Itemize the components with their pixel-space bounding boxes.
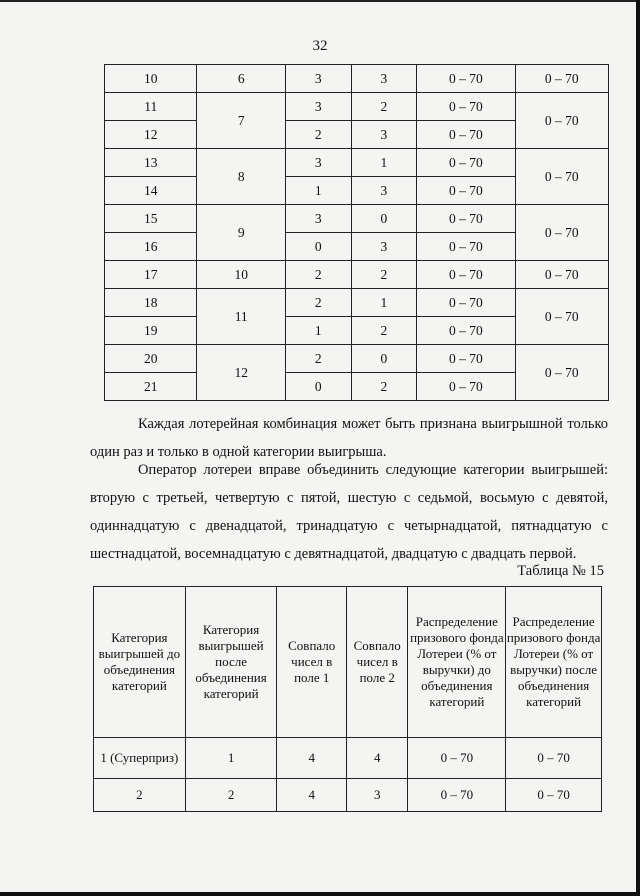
table-cell-field2: 3 bbox=[346, 779, 407, 812]
header-prize-before: Распределение призового фонда Лотереи (% от выручки) до объединения категорий bbox=[408, 587, 506, 738]
table-cell-merged-category: 9 bbox=[197, 205, 285, 261]
table-cell-field2: 0 bbox=[351, 205, 417, 233]
header-category-before: Категория выигрышей до объединения категорий bbox=[94, 587, 186, 738]
table-cell-field2: 2 bbox=[351, 93, 417, 121]
table-cell-prize-after: 0 – 70 bbox=[506, 779, 602, 812]
table-cell-prize-after: 0 – 70 bbox=[506, 738, 602, 779]
table-cell-field1: 3 bbox=[285, 65, 351, 93]
table-cell-category: 14 bbox=[105, 177, 197, 205]
table-cell-merged-category: 1 bbox=[185, 738, 277, 779]
table-cell-field1: 2 bbox=[285, 121, 351, 149]
table-cell-category: 18 bbox=[105, 289, 197, 317]
table-cell-prize-before: 0 – 70 bbox=[417, 149, 515, 177]
table-cell-field2: 2 bbox=[351, 261, 417, 289]
table-row bbox=[105, 65, 609, 93]
table-cell-category: 21 bbox=[105, 373, 197, 401]
table-cell-category: 20 bbox=[105, 345, 197, 373]
table-cell-field2: 2 bbox=[351, 373, 417, 401]
table-cell-merged-category: 7 bbox=[197, 93, 285, 149]
table-row bbox=[105, 345, 609, 373]
table-cell-prize-before: 0 – 70 bbox=[408, 738, 506, 779]
table-row bbox=[105, 93, 609, 121]
table-cell-merged-category: 12 bbox=[197, 345, 285, 401]
table-title: Таблица № 15 bbox=[517, 563, 604, 579]
text-line: вторую с третьей, четвертую с пятой, шестую с седьмой, восьмую с девятой, bbox=[90, 490, 608, 506]
table-cell-field2: 1 bbox=[351, 149, 417, 177]
table-cell-field2: 3 bbox=[351, 233, 417, 261]
table-cell-merged-category: 11 bbox=[197, 289, 285, 345]
table-cell-field1: 2 bbox=[285, 261, 351, 289]
scan-border-right bbox=[636, 0, 640, 896]
table-cell-field1: 4 bbox=[277, 738, 347, 779]
scan-border-top bbox=[0, 0, 640, 2]
table-cell-category: 15 bbox=[105, 205, 197, 233]
table-cell-field1: 2 bbox=[285, 345, 351, 373]
paragraph-merge-categories bbox=[90, 456, 608, 568]
table-cell-prize-before: 0 – 70 bbox=[417, 289, 515, 317]
table-row bbox=[105, 261, 609, 289]
table-cell-field2: 2 bbox=[351, 317, 417, 345]
header-field1-matches: Совпало чисел в поле 1 bbox=[277, 587, 347, 738]
table-cell-merged-category: 10 bbox=[197, 261, 285, 289]
table-row bbox=[94, 779, 602, 812]
table-cell-prize-after: 0 – 70 bbox=[515, 65, 608, 93]
table-cell-prize-before: 0 – 70 bbox=[417, 121, 515, 149]
table-cell-category: 17 bbox=[105, 261, 197, 289]
table-row bbox=[105, 289, 609, 317]
table-cell-merged-category: 8 bbox=[197, 149, 285, 205]
table-cell-field2: 3 bbox=[351, 177, 417, 205]
page-number: 32 bbox=[312, 38, 328, 54]
table-cell-field2: 1 bbox=[351, 289, 417, 317]
table-cell-field1: 4 bbox=[277, 779, 347, 812]
header-prize-after: Распределение призового фонда Лотереи (% от выручки) после объединения категорий bbox=[506, 587, 602, 738]
table-header-row bbox=[94, 587, 602, 738]
header-category-after: Категория выигрышей после объединения категорий bbox=[185, 587, 277, 738]
table-cell-prize-after: 0 – 70 bbox=[515, 261, 608, 289]
table-row bbox=[94, 738, 602, 779]
text-line: шестнадцатой, восемнадцатую с девятнадцатой, двадцатую с двадцать первой. bbox=[90, 546, 577, 562]
table-cell-category: 10 bbox=[105, 65, 197, 93]
table-cell-prize-after: 0 – 70 bbox=[515, 93, 608, 149]
table-cell-prize-before: 0 – 70 bbox=[417, 345, 515, 373]
table-cell-field1: 3 bbox=[285, 149, 351, 177]
table-cell-prize-before: 0 – 70 bbox=[417, 317, 515, 345]
table-cell-category: 19 bbox=[105, 317, 197, 345]
table-cell-category: 1 (Суперприз) bbox=[94, 738, 186, 779]
table-cell-field1: 2 bbox=[285, 289, 351, 317]
prize-categories-table-15 bbox=[93, 586, 602, 812]
table-cell-category: 12 bbox=[105, 121, 197, 149]
table-cell-prize-after: 0 – 70 bbox=[515, 345, 608, 401]
table-cell-prize-after: 0 – 70 bbox=[515, 205, 608, 261]
header-field2-matches: Совпало чисел в поле 2 bbox=[346, 587, 407, 738]
table-cell-prize-before: 0 – 70 bbox=[417, 261, 515, 289]
table-cell-field1: 1 bbox=[285, 177, 351, 205]
table-cell-prize-before: 0 – 70 bbox=[408, 779, 506, 812]
table-row bbox=[105, 149, 609, 177]
table-cell-field2: 4 bbox=[346, 738, 407, 779]
table-cell-prize-before: 0 – 70 bbox=[417, 205, 515, 233]
table-cell-merged-category: 6 bbox=[197, 65, 285, 93]
table-cell-field2: 0 bbox=[351, 345, 417, 373]
text-line: один раз и только в одной категории выигрыша. bbox=[90, 444, 387, 460]
table-cell-prize-before: 0 – 70 bbox=[417, 93, 515, 121]
table-row bbox=[105, 205, 609, 233]
table-cell-category: 11 bbox=[105, 93, 197, 121]
text-line: Каждая лотерейная комбинация может быть признана выигрышной только bbox=[138, 416, 608, 432]
table-cell-field1: 3 bbox=[285, 205, 351, 233]
text-line: Оператор лотереи вправе объединить следующие категории выигрышей: bbox=[138, 462, 608, 478]
table-cell-prize-before: 0 – 70 bbox=[417, 233, 515, 261]
table-cell-prize-before: 0 – 70 bbox=[417, 177, 515, 205]
table-cell-field1: 0 bbox=[285, 233, 351, 261]
table-cell-prize-before: 0 – 70 bbox=[417, 65, 515, 93]
table-cell-field2: 3 bbox=[351, 121, 417, 149]
table-cell-category: 13 bbox=[105, 149, 197, 177]
table-cell-field1: 0 bbox=[285, 373, 351, 401]
text-line: одиннадцатую с двенадцатой, тринадцатую с четырнадцатой, пятнадцатую с bbox=[90, 518, 608, 534]
table-cell-prize-after: 0 – 70 bbox=[515, 149, 608, 205]
table-cell-field1: 1 bbox=[285, 317, 351, 345]
table-cell-category: 16 bbox=[105, 233, 197, 261]
table-cell-field1: 3 bbox=[285, 93, 351, 121]
table-cell-field2: 3 bbox=[351, 65, 417, 93]
table-cell-category: 2 bbox=[94, 779, 186, 812]
scan-border-bottom bbox=[0, 892, 640, 896]
table-cell-prize-before: 0 – 70 bbox=[417, 373, 515, 401]
table-cell-merged-category: 2 bbox=[185, 779, 277, 812]
table-cell-prize-after: 0 – 70 bbox=[515, 289, 608, 345]
prize-categories-table-continued bbox=[104, 64, 609, 401]
